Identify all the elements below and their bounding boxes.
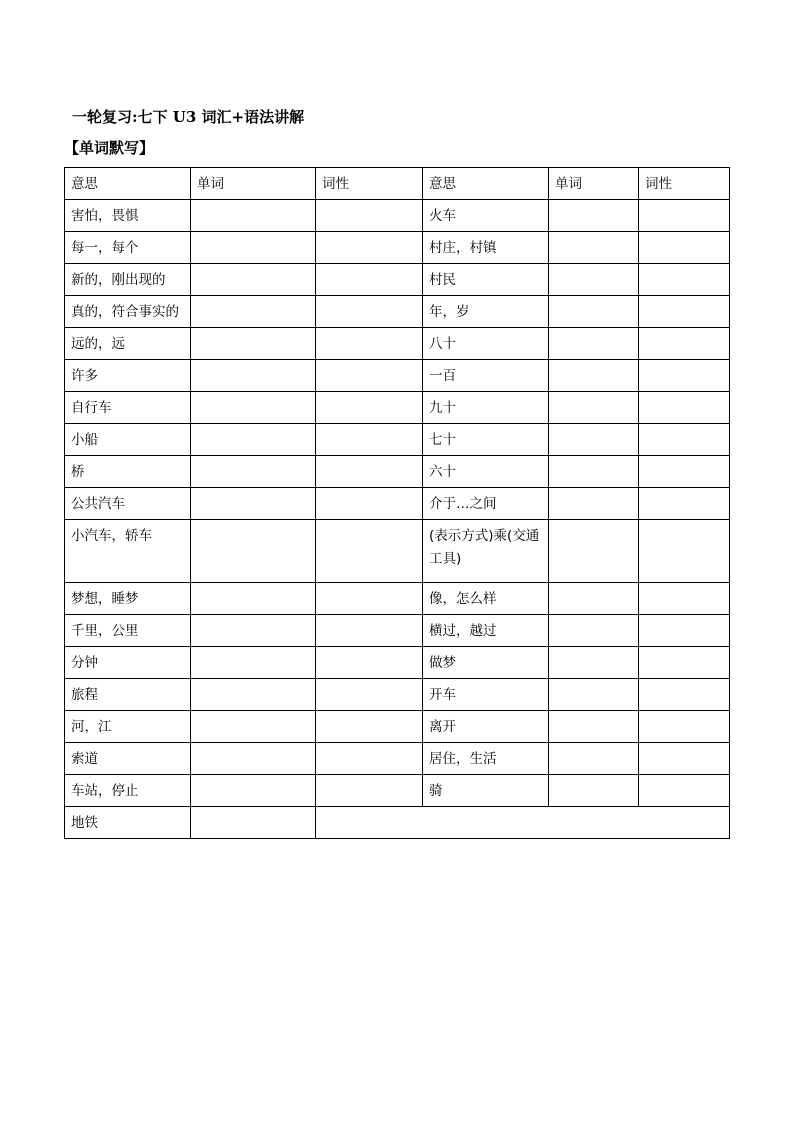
- pos-answer-cell[interactable]: [316, 392, 423, 424]
- word-answer-cell[interactable]: [549, 296, 639, 328]
- word-answer-cell[interactable]: [549, 264, 639, 296]
- meaning-cell: 介于…之间: [423, 488, 549, 520]
- word-answer-cell[interactable]: [191, 743, 316, 775]
- word-answer-cell[interactable]: [549, 456, 639, 488]
- meaning-cell: 地铁: [65, 807, 191, 839]
- pos-answer-cell[interactable]: [316, 583, 423, 615]
- meaning-cell: 村民: [423, 264, 549, 296]
- pos-answer-cell[interactable]: [639, 775, 730, 807]
- table-row: [65, 711, 730, 743]
- meaning-cell: 小汽车，轿车: [65, 520, 191, 583]
- word-answer-cell[interactable]: [191, 360, 316, 392]
- table-row: [65, 647, 730, 679]
- meaning-cell: 七十: [423, 424, 549, 456]
- table-header-row: [65, 168, 730, 200]
- meaning-cell: 六十: [423, 456, 549, 488]
- meaning-cell: 骑: [423, 775, 549, 807]
- meaning-cell: 车站，停止: [65, 775, 191, 807]
- word-answer-cell[interactable]: [191, 520, 316, 583]
- table-row: [65, 264, 730, 296]
- pos-answer-cell[interactable]: [639, 264, 730, 296]
- meaning-cell: 真的，符合事实的: [65, 296, 191, 328]
- meaning-cell: 火车: [423, 200, 549, 232]
- meaning-cell: 九十: [423, 392, 549, 424]
- meaning-cell: 千里，公里: [65, 615, 191, 647]
- pos-answer-cell[interactable]: [316, 679, 423, 711]
- table-row: [65, 296, 730, 328]
- meaning-cell: 小船: [65, 424, 191, 456]
- meaning-cell: 每一，每个: [65, 232, 191, 264]
- pos-answer-cell[interactable]: [316, 200, 423, 232]
- pos-answer-cell[interactable]: [316, 296, 423, 328]
- table-row: [65, 392, 730, 424]
- meaning-cell: (表示方式)乘(交通工具): [423, 520, 549, 583]
- word-answer-cell[interactable]: [549, 520, 639, 583]
- meaning-cell: 村庄，村镇: [423, 232, 549, 264]
- word-answer-cell[interactable]: [549, 328, 639, 360]
- table-row: [65, 807, 730, 839]
- table-row: [65, 615, 730, 647]
- word-answer-cell[interactable]: [549, 200, 639, 232]
- pos-answer-cell[interactable]: [639, 615, 730, 647]
- word-answer-cell[interactable]: [191, 264, 316, 296]
- vocab-table: [64, 167, 730, 839]
- pos-answer-cell[interactable]: [316, 488, 423, 520]
- word-answer-cell[interactable]: [191, 807, 316, 839]
- pos-answer-cell[interactable]: [316, 743, 423, 775]
- meaning-cell: 居住，生活: [423, 743, 549, 775]
- table-row: [65, 360, 730, 392]
- word-answer-cell[interactable]: [549, 232, 639, 264]
- word-answer-cell[interactable]: [549, 615, 639, 647]
- header-meaning: 意思: [65, 168, 191, 200]
- pos-answer-cell[interactable]: [639, 328, 730, 360]
- word-answer-cell[interactable]: [549, 392, 639, 424]
- pos-answer-cell[interactable]: [316, 264, 423, 296]
- meaning-cell: 害怕，畏惧: [65, 200, 191, 232]
- table-row: [65, 743, 730, 775]
- header-part-of-speech: 词性: [639, 168, 730, 200]
- meaning-cell: 像，怎么样: [423, 583, 549, 615]
- pos-answer-cell[interactable]: [316, 424, 423, 456]
- pos-answer-cell[interactable]: [316, 711, 423, 743]
- pos-answer-cell[interactable]: [639, 456, 730, 488]
- pos-answer-cell[interactable]: [316, 520, 423, 583]
- header-word: 单词: [191, 168, 316, 200]
- meaning-cell: 新的，刚出现的: [65, 264, 191, 296]
- pos-answer-cell[interactable]: [316, 328, 423, 360]
- word-answer-cell[interactable]: [549, 583, 639, 615]
- meaning-cell: 八十: [423, 328, 549, 360]
- pos-answer-cell[interactable]: [316, 775, 423, 807]
- meaning-cell: 梦想，睡梦: [65, 583, 191, 615]
- header-part-of-speech: 词性: [316, 168, 423, 200]
- header-meaning: 意思: [423, 168, 549, 200]
- meaning-cell: 远的，远: [65, 328, 191, 360]
- word-answer-cell[interactable]: [191, 488, 316, 520]
- pos-answer-cell[interactable]: [639, 711, 730, 743]
- pos-answer-cell[interactable]: [639, 360, 730, 392]
- pos-answer-cell[interactable]: [639, 520, 730, 583]
- pos-answer-cell[interactable]: [639, 296, 730, 328]
- pos-answer-cell[interactable]: [639, 583, 730, 615]
- table-row: [65, 583, 730, 615]
- pos-answer-cell[interactable]: [316, 615, 423, 647]
- meaning-cell: 索道: [65, 743, 191, 775]
- table-row: [65, 679, 730, 711]
- word-answer-cell[interactable]: [549, 360, 639, 392]
- word-answer-cell[interactable]: [191, 775, 316, 807]
- section-heading: 【单词默写】: [64, 139, 155, 157]
- table-row: [65, 200, 730, 232]
- page-title: 一轮复习:七下 U3 词汇+语法讲解: [72, 108, 305, 126]
- pos-answer-cell[interactable]: [639, 743, 730, 775]
- word-answer-cell[interactable]: [191, 328, 316, 360]
- meaning-cell: 横过，越过: [423, 615, 549, 647]
- word-answer-cell[interactable]: [191, 424, 316, 456]
- table-row: [65, 232, 730, 264]
- meaning-cell: 河，江: [65, 711, 191, 743]
- word-answer-cell[interactable]: [549, 488, 639, 520]
- meaning-cell: 许多: [65, 360, 191, 392]
- word-answer-cell[interactable]: [549, 679, 639, 711]
- meaning-cell: 做梦: [423, 647, 549, 679]
- pos-answer-cell[interactable]: [639, 392, 730, 424]
- word-answer-cell[interactable]: [549, 424, 639, 456]
- merged-blank-cell: [316, 807, 730, 839]
- pos-answer-cell[interactable]: [316, 232, 423, 264]
- meaning-cell: 旅程: [65, 679, 191, 711]
- pos-answer-cell[interactable]: [639, 200, 730, 232]
- header-word: 单词: [549, 168, 639, 200]
- pos-answer-cell[interactable]: [316, 360, 423, 392]
- word-answer-cell[interactable]: [549, 775, 639, 807]
- pos-answer-cell[interactable]: [639, 424, 730, 456]
- table-row: [65, 775, 730, 807]
- table-row: [65, 328, 730, 360]
- word-answer-cell[interactable]: [549, 647, 639, 679]
- meaning-cell: 分钟: [65, 647, 191, 679]
- meaning-cell: 自行车: [65, 392, 191, 424]
- pos-answer-cell[interactable]: [639, 647, 730, 679]
- word-answer-cell[interactable]: [191, 583, 316, 615]
- table-row: [65, 424, 730, 456]
- word-answer-cell[interactable]: [191, 200, 316, 232]
- table-row: [65, 488, 730, 520]
- word-answer-cell[interactable]: [191, 711, 316, 743]
- meaning-cell: 开车: [423, 679, 549, 711]
- table-row: [65, 520, 730, 583]
- meaning-cell: 一百: [423, 360, 549, 392]
- word-answer-cell[interactable]: [549, 711, 639, 743]
- word-answer-cell[interactable]: [191, 296, 316, 328]
- meaning-cell: 桥: [65, 456, 191, 488]
- pos-answer-cell[interactable]: [316, 456, 423, 488]
- word-answer-cell[interactable]: [191, 647, 316, 679]
- word-answer-cell[interactable]: [191, 232, 316, 264]
- table-row: [65, 456, 730, 488]
- pos-answer-cell[interactable]: [639, 679, 730, 711]
- pos-answer-cell[interactable]: [316, 647, 423, 679]
- word-answer-cell[interactable]: [191, 679, 316, 711]
- pos-answer-cell[interactable]: [639, 232, 730, 264]
- meaning-cell: 公共汽车: [65, 488, 191, 520]
- word-answer-cell[interactable]: [191, 392, 316, 424]
- word-answer-cell[interactable]: [191, 615, 316, 647]
- word-answer-cell[interactable]: [549, 743, 639, 775]
- pos-answer-cell[interactable]: [639, 488, 730, 520]
- word-answer-cell[interactable]: [191, 456, 316, 488]
- meaning-cell: 年，岁: [423, 296, 549, 328]
- meaning-cell: 离开: [423, 711, 549, 743]
